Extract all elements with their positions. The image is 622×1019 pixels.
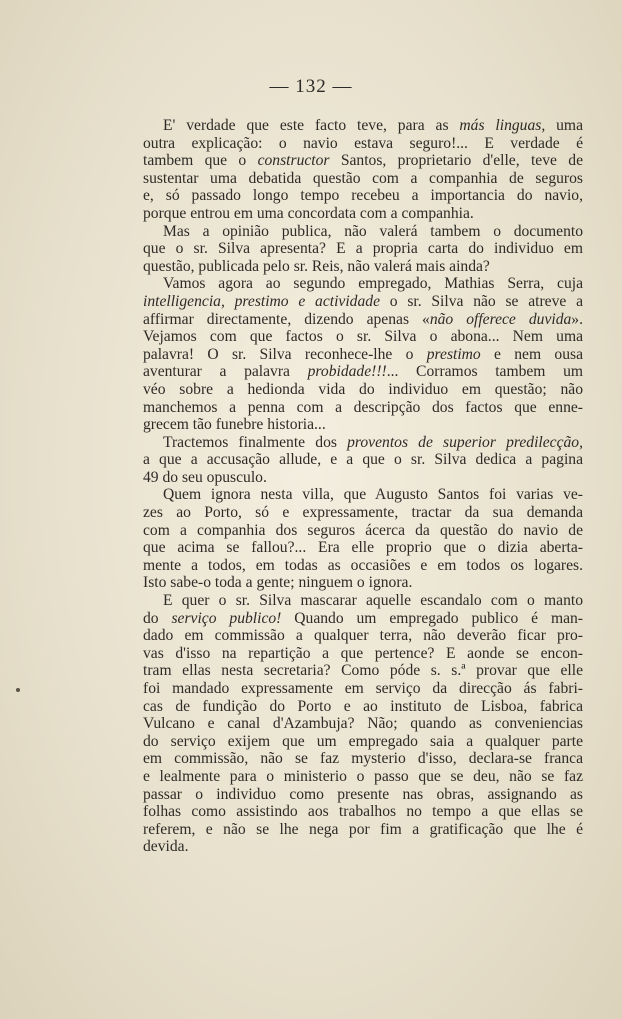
- text-line: cas de fundição do Porto e ao instituto de Lisboa, fabrica: [143, 697, 583, 715]
- text-line: 49 do seu opusculo.: [143, 468, 267, 486]
- text-line: affirmar directamente, dizendo apenas «não offerece duvida».: [143, 310, 583, 328]
- text-line: foi mandado expressamente em serviço da direcção ás fabri-: [143, 680, 583, 697]
- text-line: aventurar a palavra probidade!!!... Corramos tambem um: [143, 363, 583, 381]
- text-line: manchemos a penna com a descripção dos factos que enne-: [143, 398, 583, 416]
- text-line: a que a accusação allude, e a que o sr. Silva dedica a pagina: [143, 451, 583, 469]
- text-line: tambem que o constructor Santos, proprietario d'elle, teve de: [143, 152, 583, 170]
- text-line: E' verdade que este facto teve, para as más linguas, uma: [163, 117, 583, 134]
- text-line: Mas a opinião publica, não valerá tambem o documento: [163, 222, 583, 240]
- text-line: e lealmente para o ministerio o passo que se deu, não se faz: [143, 767, 583, 785]
- text-line: em commissão, não se faz mysterio d'isso, declara-se franca: [143, 750, 583, 768]
- text-line: vas d'isso na repartição a que pertence? E aonde se encon-: [143, 644, 583, 662]
- text-line: do serviço publico! Quando um empregado publico é man-: [143, 609, 583, 627]
- text-line: palavra! O sr. Silva reconhece-lhe o prestimo e nem ousa: [143, 345, 583, 363]
- text-line: questão, publicada pelo sr. Reis, não valerá mais ainda?: [143, 257, 490, 275]
- text-line: que acima se fallou?... Era elle proprio que o dizia aberta-: [143, 539, 583, 557]
- text-line: zes ao Porto, só e expressamente, tractar da sua demanda: [143, 504, 583, 522]
- text-line: e, só passado longo tempo recebeu a importancia do navio,: [143, 187, 583, 205]
- text-line: Isto sabe-o toda a gente; ninguem o ignora.: [143, 574, 413, 592]
- text-line: com a companhia dos seguros ácerca da questão do navio de: [143, 521, 583, 539]
- text-line: Vulcano e canal d'Azambuja? Não; quando as conveniencias: [143, 715, 583, 733]
- text-line: intelligencia, prestimo e actividade o sr. Silva não se atreve a: [143, 292, 583, 310]
- text-line: folhas como assistindo aos trabalhos no tempo a que ellas se: [143, 803, 583, 821]
- page-number: — 132 —: [269, 76, 353, 97]
- text-line: sustentar uma debatida questão com a companhia de seguros: [143, 169, 583, 187]
- margin-mark: [16, 688, 20, 692]
- text-line: Quem ignora nesta villa, que Augusto Santos foi varias ve-: [163, 486, 583, 504]
- text-line: porque entrou em uma concordata com a companhia.: [143, 204, 474, 222]
- text-line: referem, e não se lhe nega por fim a gratificação que lhe é: [143, 820, 583, 838]
- text-line: grecem tão funebre historia...: [143, 416, 326, 434]
- text-line: passar o individuo como presente nas obras, assignando as: [143, 785, 583, 803]
- text-line: Vamos agora ao segundo empregado, Mathias Serra, cuja: [163, 275, 583, 293]
- text-line: mente a todos, em todas as occasiões e em todos os logares.: [143, 556, 583, 574]
- text-line: E quer o sr. Silva mascarar aquelle escandalo com o manto: [163, 592, 583, 610]
- text-line: devida.: [143, 838, 189, 856]
- text-line: do serviço exijem que um empregado saia a qualquer parte: [143, 732, 583, 750]
- text-line: Vejamos com que factos o sr. Silva o abona... Nem uma: [143, 328, 583, 346]
- body-text: [143, 117, 583, 856]
- text-line: tram ellas nesta secretaria? Como póde s. s.ª provar que elle: [143, 662, 583, 680]
- text-line: véo sobre a hedionda vida do individuo em questão; não: [143, 380, 583, 398]
- text-line: Tractemos finalmente dos proventos de superior predilecção,: [163, 433, 583, 451]
- text-line: que o sr. Silva apresenta? E a propria carta do individuo em: [143, 240, 583, 258]
- text-line: dado em commissão a qualquer terra, não deverão ficar pro-: [143, 627, 583, 645]
- text-line: outra explicação: o navio estava seguro!... E verdade é: [143, 134, 583, 152]
